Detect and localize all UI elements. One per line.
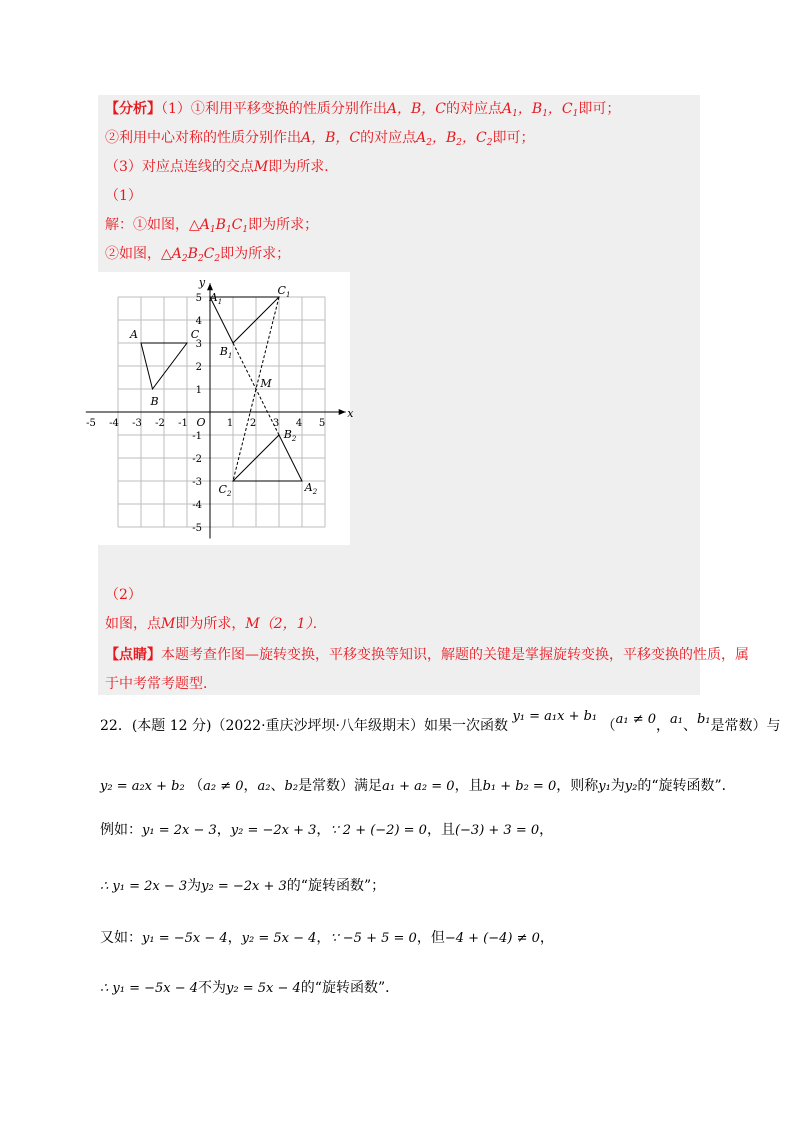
problem-text: ，且 <box>426 822 455 838</box>
var-a1: a₁ <box>669 712 683 727</box>
comment-tag: 【点睛】 <box>105 647 161 663</box>
problem-text: ，但 <box>416 930 445 946</box>
problem-text: ， <box>243 778 258 794</box>
x-tick-label: 2 <box>249 418 257 429</box>
analysis-line-4: （1） <box>105 188 142 204</box>
var-a2: a₂ <box>257 779 271 794</box>
point-m-coordinates: M（2，1）． <box>245 616 327 632</box>
label-a2: $A_2$ <box>304 481 318 496</box>
x-axis-arrow <box>339 409 346 415</box>
equation-y2: y₂ = a₂x + b₂ <box>100 779 185 794</box>
problem-text: 是常数）与 <box>710 718 781 734</box>
x-tick-label: -1 <box>178 418 188 429</box>
example-2-conclusion <box>100 978 399 999</box>
label-a: A <box>130 328 138 341</box>
comment-line-2: 于中考常考题型． <box>105 676 217 692</box>
problem-text: ， <box>216 822 231 838</box>
label-b1: $B_1$ <box>219 345 233 360</box>
x-tick-label: -4 <box>109 418 119 429</box>
problem-text: ，则称 <box>556 778 599 794</box>
label-c: C <box>190 328 200 341</box>
problem-text: ， <box>539 822 554 838</box>
coordinate-graph <box>72 272 354 545</box>
example-2-line <box>100 928 554 949</box>
condition-a2: a₂ ≠ 0 <box>203 779 244 794</box>
label-b2: $B_2$ <box>283 428 297 443</box>
analysis-text: 即为所求； <box>248 217 319 233</box>
analysis-text: 即可； <box>492 130 535 146</box>
example-2-y1: y₁ = −5x − 4 <box>142 931 228 946</box>
y-tick-label: -4 <box>192 500 202 511</box>
x-tick-label: 5 <box>318 418 326 429</box>
conclusion-1-y2: y₂ = −2x + 3 <box>201 879 287 894</box>
problem-text: 的“旋转函数”； <box>286 878 386 894</box>
var-y2: y₂ <box>624 779 638 794</box>
conclusion-2-y2: y₂ = 5x − 4 <box>226 981 301 996</box>
problem-header: 22．(本题 12 分)（2022·重庆沙坪坝·八年级期末）如果一次函数 <box>100 718 508 734</box>
analysis-text: 即为所求， <box>175 616 246 632</box>
problem-text: 的“旋转函数”． <box>637 778 736 794</box>
y-tick-label: 2 <box>195 362 202 373</box>
problem-text: 为 <box>610 778 625 794</box>
problem-22-line-1 <box>100 709 781 737</box>
analysis-line-8 <box>105 614 327 634</box>
example-2-cond-a: ∵ −5 + 5 = 0 <box>330 931 417 946</box>
analysis-line-6: ②如图，$\triangle A_2B_2C_2$即为所求； <box>105 246 291 264</box>
x-tick-label: 4 <box>295 418 303 429</box>
label-b: B <box>150 395 159 408</box>
x-tick-label: -5 <box>86 418 96 429</box>
points-abc: A，B，C <box>386 101 447 117</box>
y-axis-label: y <box>198 276 206 290</box>
point-m: M <box>161 616 176 632</box>
sum-a-condition: a₁ + a₂ = 0 <box>382 779 455 794</box>
problem-text: （ <box>601 718 616 734</box>
problem-text: 、 <box>270 778 285 794</box>
var-y1: y₁ <box>598 779 611 794</box>
point-m: M <box>253 159 269 175</box>
analysis-line-7: （2） <box>105 587 142 603</box>
problem-text: ， <box>539 930 554 946</box>
conclusion-1-y1: ∴ y₁ = 2x − 3 <box>100 879 188 894</box>
analysis-text: （1）①利用平移变换的性质分别作出 <box>161 101 387 117</box>
analysis-tag: 【分析】 <box>105 101 161 117</box>
comment-text: 本题考查作图—旋转变换，平移变换等知识，解题的关键是掌握旋转变换，平移变换的性质，属 <box>161 647 749 663</box>
analysis-text: 如图，点 <box>105 616 161 632</box>
analysis-text: ②利用中心对称的性质分别作出 <box>105 130 301 146</box>
problem-text: （ <box>189 778 204 794</box>
problem-text: ， <box>316 822 331 838</box>
condition-a1: a₁ ≠ 0 <box>615 712 656 727</box>
analysis-line-3 <box>105 157 338 177</box>
label-a1: $A_1$ <box>209 291 223 306</box>
example-1-y1: y₁ = 2x − 3 <box>142 823 217 838</box>
label-m: M <box>260 377 272 390</box>
var-b1: b₁ <box>696 712 711 727</box>
problem-text: ， <box>655 718 670 734</box>
analysis-text: ②如图，△ <box>105 246 172 262</box>
example-label: 例如： <box>100 822 142 838</box>
example-1-conclusion <box>100 876 385 897</box>
y-tick-label: -3 <box>192 477 202 488</box>
example-1-cond-a: ∵ 2 + (−2) = 0 <box>330 823 427 838</box>
label-c1: $C_1$ <box>277 284 291 299</box>
analysis-line-5: 解：①如图，$\triangle A_1B_1C_1$即为所求； <box>105 217 319 235</box>
x-tick-label: 1 <box>226 418 234 429</box>
problem-text: ，且 <box>454 778 483 794</box>
problem-text: 、 <box>682 718 697 734</box>
analysis-text: 解：①如图，△ <box>105 217 200 233</box>
problem-text: 是常数）满足 <box>298 778 383 794</box>
y-tick-label: -1 <box>192 431 202 442</box>
problem-text: 的“旋转函数”． <box>300 980 400 996</box>
analysis-text: 即为所求； <box>220 246 291 262</box>
problem-22-line-2 <box>100 776 736 797</box>
analysis-text: 的对应点 <box>360 130 417 146</box>
equation-y1: y₁ = a₁x + b₁ <box>512 709 598 724</box>
comment-line-1 <box>105 645 749 665</box>
analysis-line-1: 【分析】（1）①利用平移变换的性质分别作出A，B，C的对应点$A_1$，$B_1$，$C_1$即可； <box>105 101 621 119</box>
y-tick-label: 5 <box>195 293 202 304</box>
example-2-cond-b: −4 + (−4) ≠ 0 <box>444 931 540 946</box>
x-tick-label: -2 <box>155 418 165 429</box>
example-1-cond-b: (−3) + 3 = 0 <box>454 823 540 838</box>
x-tick-label: 3 <box>272 418 280 429</box>
points-abc: A，B，C <box>301 130 361 146</box>
problem-text: 为 <box>187 878 202 894</box>
analysis-text: 即为所求． <box>268 159 339 175</box>
analysis-text: 即可； <box>578 101 621 117</box>
problem-text: ， <box>316 930 331 946</box>
y-tick-label: 1 <box>195 385 202 396</box>
analysis-line-2: ②利用中心对称的性质分别作出A，B，C的对应点$A_2$，$B_2$，$C_2$即可； <box>105 130 535 148</box>
origin-label: O <box>196 416 206 429</box>
label-c2: $C_2$ <box>218 483 232 498</box>
y-tick-label: 3 <box>195 339 202 350</box>
analysis-text: 的对应点 <box>446 101 503 117</box>
example-1-line <box>100 820 553 841</box>
sum-b-condition: b₁ + b₂ = 0 <box>482 779 557 794</box>
y-axis-arrow <box>207 283 213 290</box>
coordinate-grid-svg <box>72 272 354 545</box>
y-tick-label: -2 <box>192 454 202 465</box>
x-axis-label: x <box>347 407 354 420</box>
var-b2: b₂ <box>284 779 299 794</box>
x-tick-label: -3 <box>132 418 142 429</box>
y-tick-label: -5 <box>192 523 202 534</box>
analysis-text: （3）对应点连线的交点 <box>105 159 254 175</box>
conclusion-2-y1: ∴ y₁ = −5x − 4 <box>100 981 199 996</box>
example-1-y2: y₂ = −2x + 3 <box>230 823 317 838</box>
problem-text: 不为 <box>198 980 227 996</box>
example-2-y2: y₂ = 5x − 4 <box>241 931 317 946</box>
y-tick-label: 4 <box>195 316 202 327</box>
problem-text: ， <box>227 930 242 946</box>
example-label: 又如： <box>100 930 142 946</box>
